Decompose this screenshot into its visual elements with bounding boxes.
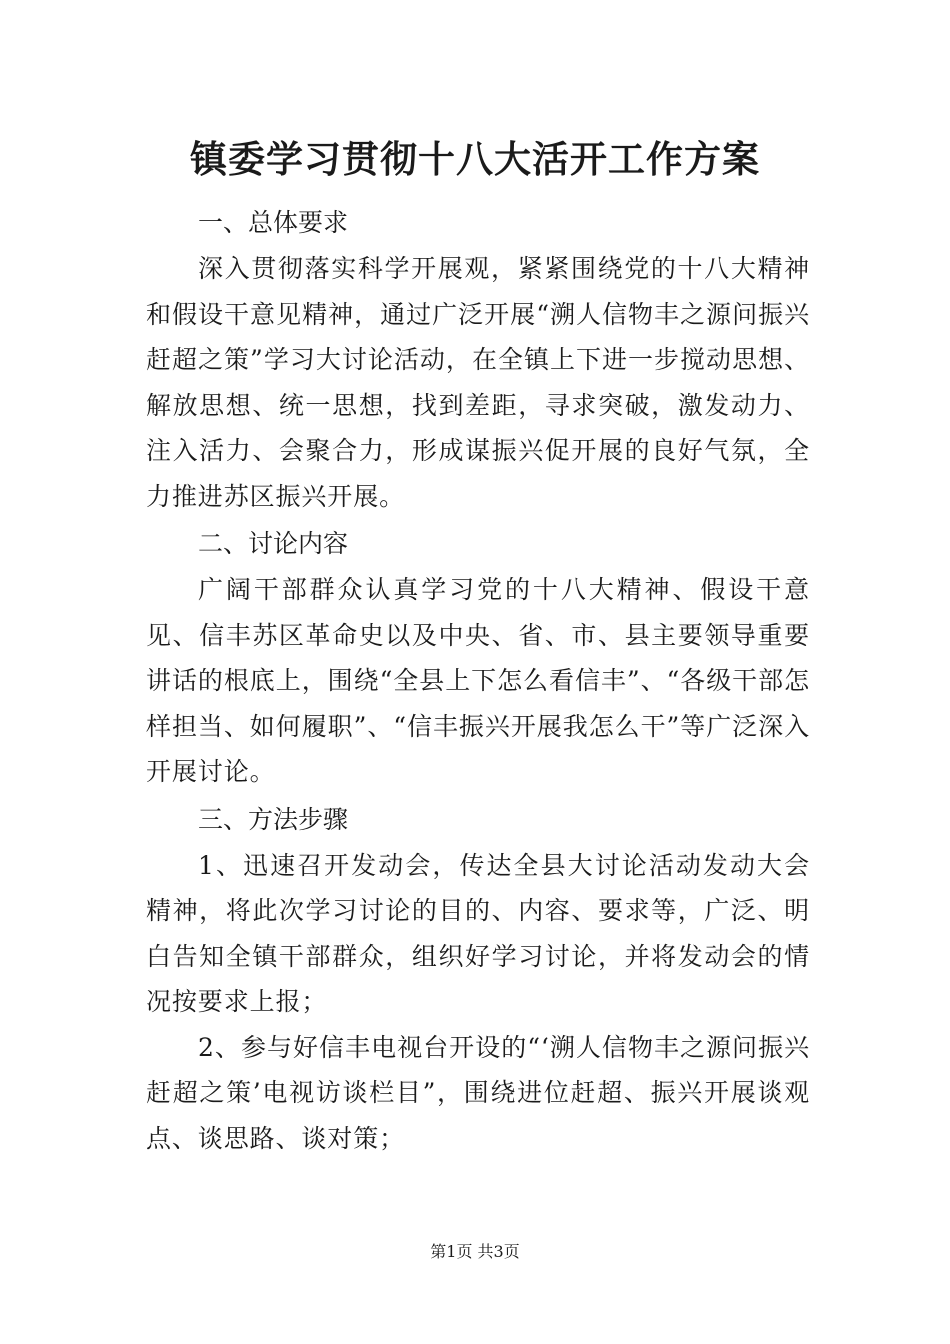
section-paragraph: 广阔干部群众认真学习党的十八大精神、假设干意见、信丰苏区革命史以及中央、省、市、县主要领导重要讲话的根底上，围绕“全县上下怎么看信丰”、“各级干部怎样担当、如何履职”、“信丰振兴开展我怎么干”等广泛深入开展讨论。 [146, 575, 810, 786]
document-body [146, 200, 810, 1161]
step-paragraph: 1、迅速召开发动会，传达全县大讨论活动发动大会精神，将此次学习讨论的目的、内容、要求等，广泛、明白告知全镇干部群众，组织好学习讨论，并将发动会的情况按要求上报； [146, 850, 810, 1016]
page-number-footer: 第1页 共3页 [430, 1242, 520, 1261]
section-discussion-content [146, 521, 810, 795]
section-overall-requirements [146, 200, 810, 519]
step-paragraph: 2、参与好信丰电视台开设的“‘溯人信物丰之源问振兴赶超之策’电视访谈栏目”，围绕进位赶超、振兴开展谈观点、谈思路、谈对策； [146, 1032, 810, 1153]
section-method-steps [146, 797, 810, 1162]
section-heading: 三、方法步骤 [198, 804, 349, 834]
section-heading: 一、总体要求 [198, 208, 349, 237]
document-title: 镇委学习贯彻十八大活开工作方案 [190, 137, 760, 181]
section-heading: 二、讨论内容 [198, 529, 349, 558]
section-paragraph: 深入贯彻落实科学开展观，紧紧围绕党的十八大精神和假设干意见精神，通过广泛开展“溯人信物丰之源问振兴赶超之策”学习大讨论活动，在全镇上下进一步搅动思想、解放思想、统一思想，找到差距，寻求突破，激发动力、注入活力、会聚合力，形成谋振兴促开展的良好气氛，全力推进苏区振兴开展。 [146, 254, 810, 511]
